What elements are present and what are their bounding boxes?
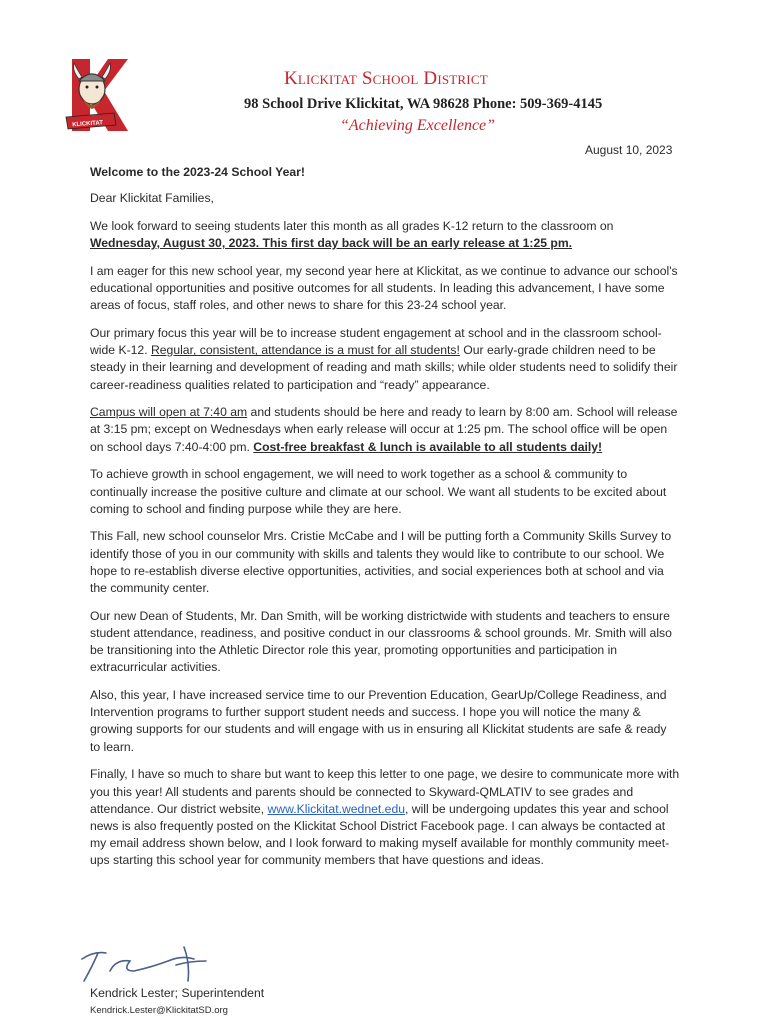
schedule-text: and students should be here and ready to learn by 8:00 am. School will release at 3:15 pm; except on Wednesdays when early release will occur at 1:25 pm. The school office will be open on school days 7:40-4:00 pm. (90, 405, 678, 454)
salutation: Dear Klickitat Families, (90, 191, 214, 206)
paragraph-programs: Also, this year, I have increased service time to our Prevention Education, GearUp/College Readiness, and Intervention programs to further support student needs and success. I hope you will notice the many & growing supports for our students and will engage with us in ensuring all Klickitat students are safe & ready to learn. (90, 688, 667, 754)
paragraph-intro: I am eager for this new school year, my second year here at Klickitat, as we continue to advance our school's educational opportunities and positive outcomes for all students. In leading this advancement, I have some areas of focus, staff roles, and other news to share for this 23-24 school year. (90, 263, 678, 313)
paragraph-schedule (90, 404, 680, 456)
signer-email: Kendrick.Lester@KlickitatSD.org (90, 1005, 228, 1016)
district-name: Klickitat School District (284, 68, 488, 89)
paragraph-focus (90, 325, 680, 394)
letter-date: August 10, 2023 (585, 143, 673, 157)
attendance-emphasis: Regular, consistent, attendance is a must for all students! (150, 343, 460, 358)
district-website-link[interactable]: www.Klickitat.wednet.edu (267, 801, 405, 816)
logo-banner-text: KLICKITAT (72, 120, 104, 129)
focus-text-c: Our early-grade children need to be steady in their learning and development of reading and math skills; while older students need to solidify their career-readiness qualities related to participation and “ready” appearance. (90, 343, 678, 392)
first-day-date-emphasis: Wednesday, August 30, 2023. This first day back will be an early release at 1:25 pm. (90, 236, 573, 251)
paragraph-engagement: To achieve growth in school engagement, we will need to work together as a school & community to continually increase the positive culture and climate at our school. We want all students to be excited about coming to school and finding purpose while they are here. (90, 467, 667, 516)
paragraph-counselor: This Fall, new school counselor Mrs. Cristie McCabe and I will be putting forth a Community Skills Survey to identify those of you in our community with skills and talents they would like to contribute to our school. We hope to re-establish diverse elective opportunities, activities, and social experiences both at school and via the community center. (90, 529, 672, 596)
district-logo (64, 55, 130, 137)
paragraph-first-day (90, 218, 680, 252)
paragraph-dean: Our new Dean of Students, Mr. Dan Smith, will be working districtwide with students and teachers to ensure student attendance, readiness, and positive conduct in our classrooms & school grounds. Mr. Smith will also be transitioning into the Athletic Director role this year, promoting opportunities and participation in extracurricular activities. (90, 608, 672, 675)
paragraph-closing (90, 766, 680, 869)
letter-title: Welcome to the 2023-24 School Year! (90, 165, 305, 179)
district-motto: “Achieving Excellence” (340, 117, 496, 134)
free-meals-emphasis: Cost-free breakfast & lunch is available to all students daily! (253, 439, 603, 454)
signer-name: Kendrick Lester; Superintendent (90, 986, 265, 1000)
first-day-text: We look forward to seeing students later this month as all grades K-12 return to the classroom on (90, 218, 614, 233)
signature-graphic (72, 937, 252, 987)
district-address: 98 School Drive Klickitat, WA 98628 Phone: 509-369-4145 (244, 96, 603, 112)
campus-open-emphasis: Campus will open at 7:40 am (90, 405, 248, 420)
letter-body (90, 164, 680, 880)
focus-text-a: Our primary focus this year will be to increase student engagement at school and in the classroom school-wide K-12. (90, 325, 662, 358)
closing-text-b: , will be undergoing updates this year and school news is also frequently posted on the Klickitat School District Facebook page. I can always be contacted at my email address shown below, and I look forward to making myself available for monthly community meet-ups starting this school year for community members that have questions and ideas. (90, 801, 670, 868)
closing-text-a: Finally, I have so much to share but want to keep this letter to one page, we desire to communicate more with you this year! All students and parents should be connected to Skyward-QMLATIV to see grades and attendance. Our district website, (90, 767, 680, 816)
